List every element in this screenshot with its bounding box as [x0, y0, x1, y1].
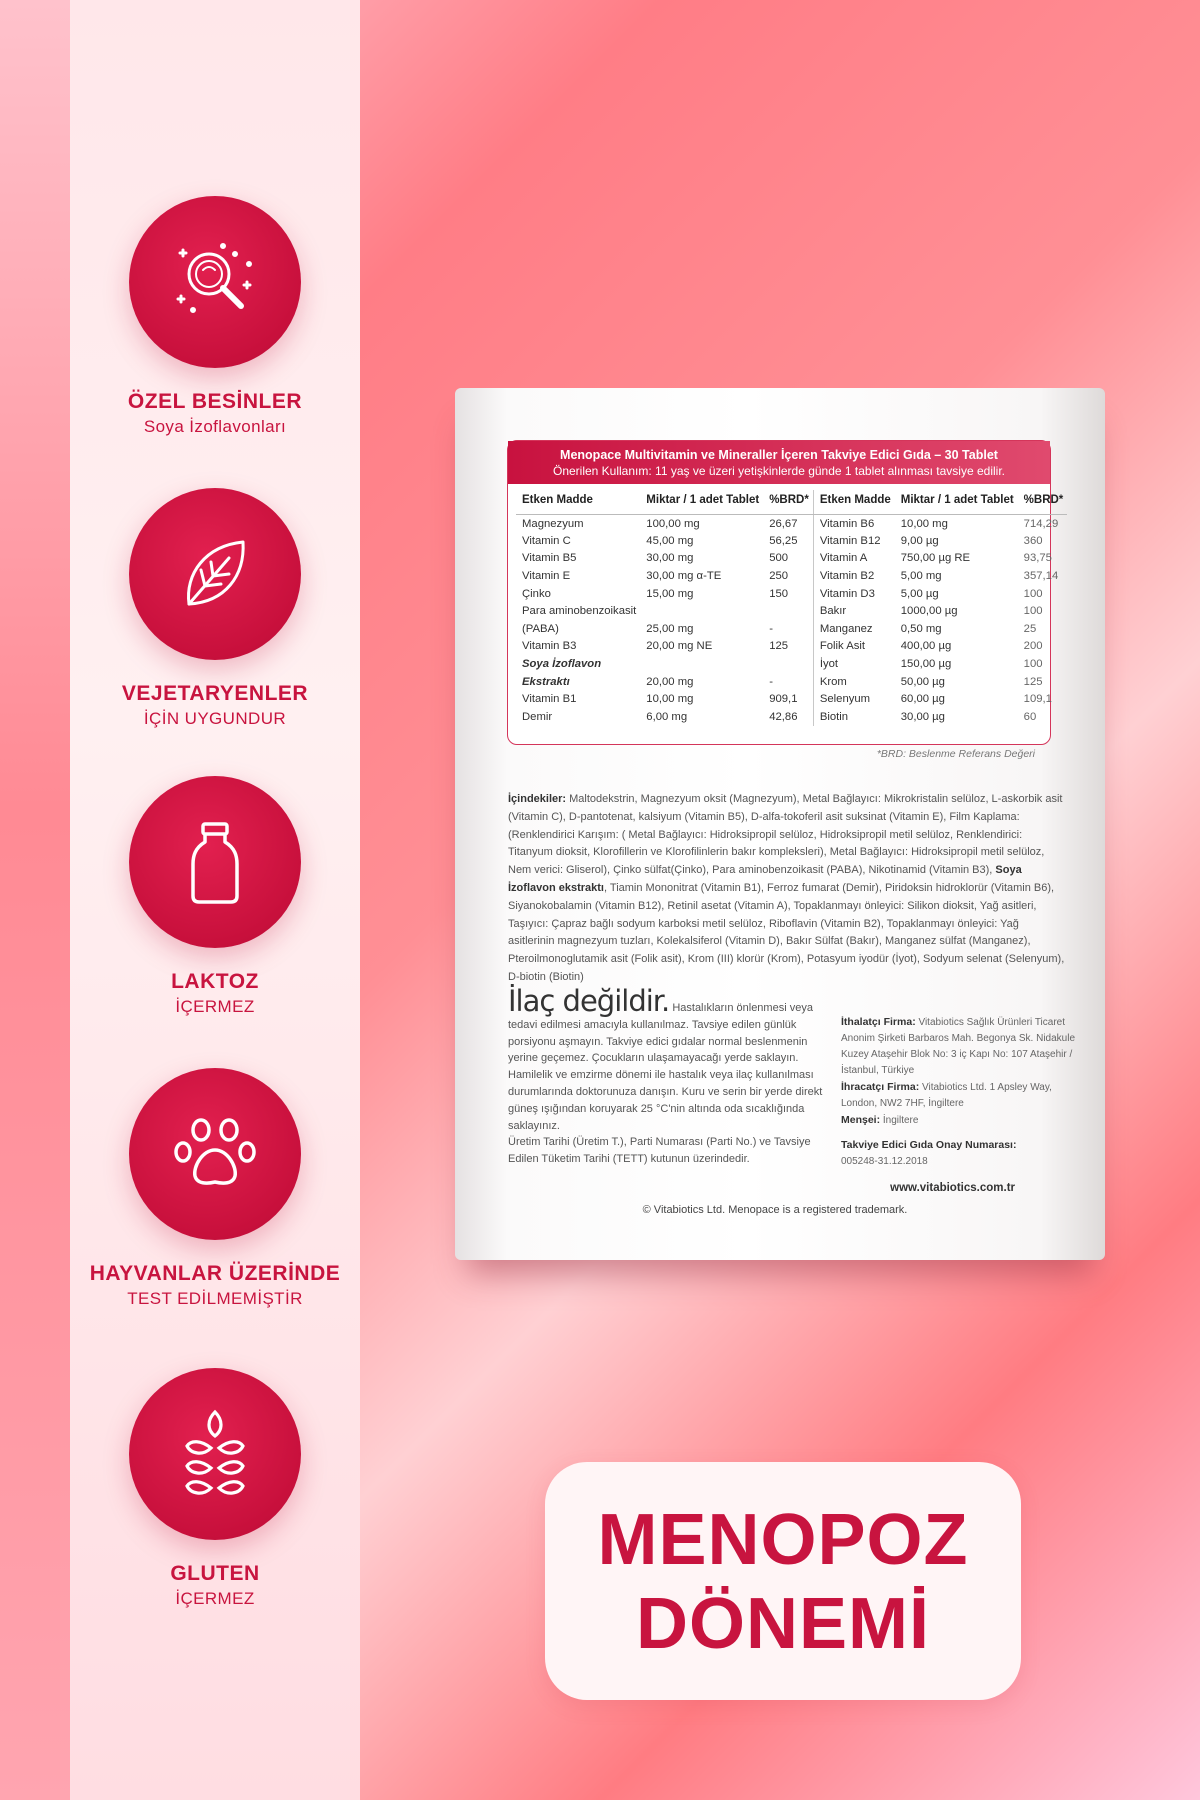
badge-line-1: MENOPOZ	[597, 1500, 969, 1580]
feature-title: ÖZEL BESİNLER	[127, 390, 303, 413]
feature-gluten-free	[70, 1368, 360, 1609]
table-row	[814, 638, 1067, 656]
leaf-icon	[165, 524, 265, 624]
milk-bottle-icon	[165, 812, 265, 912]
cell-amount: 150,00 µg	[900, 658, 952, 671]
nutrition-table-right	[814, 490, 1067, 726]
cell-name: Selenyum	[819, 693, 871, 706]
cell-brd: 360	[1023, 534, 1043, 547]
table-row	[516, 532, 813, 550]
cell-amount: 30,00 µg	[900, 710, 945, 723]
cell-amount: 30,00 mg α-TE	[646, 570, 722, 583]
cell-amount: 100,00 mg	[646, 517, 700, 530]
table-row	[516, 708, 813, 726]
cell-brd: 125	[1023, 675, 1043, 688]
cell-amount: 45,00 mg	[646, 534, 694, 547]
feature-cruelty-free	[70, 1068, 360, 1309]
cell-amount: 1000,00 µg	[900, 605, 958, 618]
cell-brd: -	[769, 622, 773, 635]
feature-lactose-free	[70, 776, 360, 1017]
origin-label: Menşei:	[841, 1114, 881, 1126]
cell-brd: 25	[1023, 622, 1037, 635]
feature-subtitle: İÇERMEZ	[175, 1589, 255, 1608]
cell-brd	[763, 655, 813, 673]
cell-brd: 60	[1023, 710, 1037, 723]
nutrition-label	[507, 440, 1064, 745]
cell-name: Ekstraktı	[522, 675, 570, 688]
col-header: Etken Madde	[814, 490, 895, 515]
website-link: www.vitabiotics.com.tr	[890, 1182, 1015, 1194]
col-header: Miktar / 1 adet Tablet	[640, 490, 763, 515]
ingredients-part2: , Tiamin Mononitrat (Vitamin B1), Ferroz fumarat (Demir), Piridoksin hidroklorür (Vitamin B6), Siyanokobalamin (Vitamin B12), Retinil asetat (Vitamin A), Topaklanmayı önleyici: Silikon dioksit, Yağ asitleri, Taşıyıcı: Çapraz bağlı sodyum karboksi metil selüloz, Riboflavin (Vitamin B2), Topaklanmayı önleyici: Yağ asitlerinin magnezyum tuzları, Kolekalsiferol (Vitamin D), Bakır Sülfat (Bakır), Manganez sülfat (Manganez), Pteroilmonoglutamik asit (Folik asit), Krom (III) klorür (Krom), Potasyum iyodür (İyot), Sodyum selenat (Selenyum), D-biotin (Biotin)	[508, 881, 1065, 983]
feature-circle	[129, 1068, 301, 1240]
table-row	[516, 638, 813, 656]
ingredients-highlight: Soya İzoflavon ekstraktı	[508, 864, 1022, 894]
feature-panel	[70, 0, 360, 1800]
col-header: %BRD*	[1018, 490, 1068, 515]
table-row	[516, 602, 813, 620]
cell-brd: 109,1	[1023, 693, 1052, 706]
cell-amount: 15,00 mg	[646, 587, 694, 600]
cell-brd: 714,29	[1023, 517, 1059, 530]
nutrition-tables	[508, 484, 1064, 726]
table-row	[516, 585, 813, 603]
cell-name: Vitamin D3	[819, 587, 875, 600]
cell-amount: 9,00 µg	[900, 534, 939, 547]
exporter-label: İhracatçı Firma:	[841, 1081, 920, 1093]
menopause-badge	[545, 1462, 1021, 1700]
cell-name: Manganez	[819, 622, 873, 635]
feature-title: VEJETARYENLER	[121, 682, 309, 705]
table-row	[814, 550, 1067, 568]
cell-amount: 50,00 µg	[900, 675, 945, 688]
table-row	[814, 690, 1067, 708]
cell-brd: 93,75	[1023, 552, 1052, 565]
table-row	[814, 585, 1067, 603]
feature-subtitle: Soya İzoflavonları	[143, 417, 287, 436]
cell-brd	[763, 602, 813, 620]
feature-subtitle: İÇERMEZ	[175, 997, 255, 1016]
product-box-back	[455, 388, 1105, 1260]
feature-circle	[129, 488, 301, 660]
cell-name: Vitamin B6	[819, 517, 875, 530]
cell-amount: 20,00 mg	[646, 675, 694, 688]
magnifier-icon	[165, 232, 265, 332]
cell-brd: 56,25	[769, 534, 798, 547]
ingredients-label: İçindekiler:	[508, 793, 567, 805]
warning-text: Hastalıkların önlenmesi veya tedavi edilmesi amacıyla kullanılmaz. Tavsiye edilen günlük porsiyonu aşmayın. Takviye edici gıdalar normal beslenmenin yerine geçemez. Çocukların ulaşamayacağı yerde saklayın. Hamilelik ve emzirme dönemi ile hastalık veya ilaç kullanılması durumlarında doktorunuza danışın. Kuru ve serin bir yerde direkt güneş ışığından koruyarak 25 °C'nin altında oda sıcaklığında saklayınız.	[508, 1002, 823, 1132]
cell-brd: 150	[769, 587, 789, 600]
cell-brd: 125	[769, 640, 789, 653]
approval-number: 005248-31.12.2018	[841, 1156, 928, 1167]
cell-name: Vitamin B5	[522, 552, 577, 565]
cell-brd: 250	[769, 570, 789, 583]
cell-brd: 500	[769, 552, 789, 565]
cell-brd: 42,86	[769, 710, 798, 723]
cell-name: Vitamin C	[522, 534, 571, 547]
feature-vegetarian	[70, 488, 360, 729]
cell-amount: 5,00 mg	[900, 570, 942, 583]
cell-amount: 25,00 mg	[646, 622, 694, 635]
cell-amount: 30,00 mg	[646, 552, 694, 565]
cell-brd: 357,14	[1023, 570, 1059, 583]
brd-footnote: *BRD: Beslenme Referans Değeri	[876, 748, 1035, 760]
feature-circle	[129, 776, 301, 948]
ingredients-text	[508, 791, 1068, 987]
cell-name: Vitamin B3	[522, 640, 577, 653]
cell-brd: -	[769, 675, 773, 688]
table-row	[516, 567, 813, 585]
feature-title: HAYVANLAR ÜZERİNDE	[89, 1262, 341, 1285]
cell-amount	[640, 655, 763, 673]
cell-amount: 400,00 µg	[900, 640, 952, 653]
nutrition-table-left	[516, 490, 814, 726]
cell-name: Çinko	[522, 587, 551, 600]
ingredients-part1: Maltodekstrin, Magnezyum oksit (Magnezyum), Metal Bağlayıcı: Mikrokristalin selüloz, L-askorbik asit (Vitamin C), D-pantotenat, kalsiyum (Vitamin B5), D-alfa-tokoferil asit suksinat (Vitamin E), Film Kaplama: (Renklendirici Karışım: ( Metal Bağlayıcı: Hidroksipropil selüloz, Hidroksipropil metil selüloz, Renklendirici: Titanyum dioksit, Klorofillerin ve Klorofilinlerin bakır kompleksleri), Metal Bağlayıcı: Hidroksipropil metil selüloz, Nem verici: Gliserol), Çinko sülfat(Çinko), Para aminobenzoikasit (PABA), Nikotinamid (Vitamin B3),	[508, 793, 1063, 877]
table-row	[516, 515, 813, 533]
cell-brd: 100	[1023, 658, 1043, 671]
feature-circle	[129, 1368, 301, 1540]
nutrition-label-header	[508, 441, 1050, 484]
cell-amount: 6,00 mg	[646, 710, 688, 723]
cell-amount: 0,50 mg	[900, 622, 942, 635]
not-a-drug-title: İlaç değildir.	[508, 984, 670, 1018]
table-row	[516, 690, 813, 708]
cell-amount: 10,00 mg	[646, 693, 694, 706]
importer-label: İthalatçı Firma:	[841, 1016, 916, 1028]
feature-circle	[129, 196, 301, 368]
cell-brd: 26,67	[769, 517, 798, 530]
table-row	[516, 655, 813, 673]
cell-brd: 100	[1023, 587, 1043, 600]
cell-brd: 200	[1023, 640, 1043, 653]
table-row	[814, 708, 1067, 726]
cell-name: Folik Asit	[819, 640, 866, 653]
cell-name: Soya İzoflavon	[522, 658, 602, 671]
cell-name: (PABA)	[522, 622, 559, 635]
table-row	[516, 550, 813, 568]
origin-text: İngiltere	[880, 1115, 919, 1126]
cell-name: Bakır	[819, 605, 847, 618]
cell-amount: 60,00 µg	[900, 693, 945, 706]
col-header: %BRD*	[763, 490, 813, 515]
feature-subtitle: TEST EDİLMEMİŞTİR	[127, 1289, 303, 1308]
table-row	[516, 673, 813, 691]
cell-amount: 750,00 µg RE	[900, 552, 971, 565]
feature-special-nutrients	[70, 196, 360, 437]
cell-amount: 20,00 mg NE	[646, 640, 713, 653]
paw-icon	[165, 1104, 265, 1204]
warning-block	[508, 984, 828, 1168]
cell-name: Vitamin B12	[819, 534, 881, 547]
cell-brd: 100	[1023, 605, 1043, 618]
cell-amount: 10,00 mg	[900, 517, 948, 530]
feature-title: LAKTOZ	[171, 970, 259, 993]
cell-amount	[640, 602, 763, 620]
badge-line-2: DÖNEMİ	[636, 1584, 930, 1664]
copyright-text: © Vitabiotics Ltd. Menopace is a registered trademark.	[642, 1204, 908, 1216]
cell-name: Vitamin A	[819, 552, 868, 565]
left-decor-strip	[0, 0, 70, 1800]
table-row	[814, 602, 1067, 620]
cell-amount: 5,00 µg	[900, 587, 939, 600]
cell-name: Para aminobenzoikasit	[522, 605, 637, 618]
cell-name: Vitamin E	[522, 570, 571, 583]
feature-title: GLUTEN	[170, 1562, 260, 1585]
label-title: Menopace Multivitamin ve Mineraller İçeren Takviye Edici Gıda – 30 Tablet	[560, 448, 998, 462]
table-row	[814, 515, 1067, 533]
cell-name: Demir	[522, 710, 553, 723]
cell-name: Krom	[819, 675, 847, 688]
col-header: Miktar / 1 adet Tablet	[895, 490, 1018, 515]
table-row	[516, 620, 813, 638]
cell-name: Vitamin B1	[522, 693, 577, 706]
cell-name: Vitamin B2	[819, 570, 875, 583]
table-row	[814, 673, 1067, 691]
table-row	[814, 532, 1067, 550]
approval-label: Takviye Edici Gıda Onay Numarası:	[841, 1139, 1017, 1151]
table-row	[814, 567, 1067, 585]
dates-text: Üretim Tarihi (Üretim T.), Parti Numarası (Parti No.) ve Tavsiye Edilen Tüketim Tarihi (TETT) kutunun üzerindedir.	[508, 1136, 811, 1166]
cell-name: İyot	[819, 658, 839, 671]
exporter-text: Vitabiotics Ltd. 1 Apsley Way, London, NW2 7HF, İngiltere	[841, 1082, 1052, 1109]
feature-subtitle: İÇİN UYGUNDUR	[143, 709, 287, 728]
col-header: Etken Madde	[516, 490, 640, 515]
wheat-icon	[165, 1404, 265, 1504]
firm-info	[841, 1014, 1081, 1170]
importer-text: Vitabiotics Sağlık Ürünleri Ticaret Anonim Şirketi Barbaros Mah. Begonya Sk. Nidakule Kuzey Ataşehir Blok No: 3 iç Kapı No: 107 Ataşehir / İstanbul, Türkiye	[841, 1017, 1076, 1076]
table-row	[814, 655, 1067, 673]
cell-name: Biotin	[819, 710, 849, 723]
table-row	[814, 620, 1067, 638]
label-usage: Önerilen Kullanım: 11 yaş ve üzeri yetişkinlerde günde 1 tablet alınması tavsiye edilir.	[552, 464, 1005, 478]
cell-brd: 909,1	[769, 693, 798, 706]
cell-name: Magnezyum	[522, 517, 584, 530]
